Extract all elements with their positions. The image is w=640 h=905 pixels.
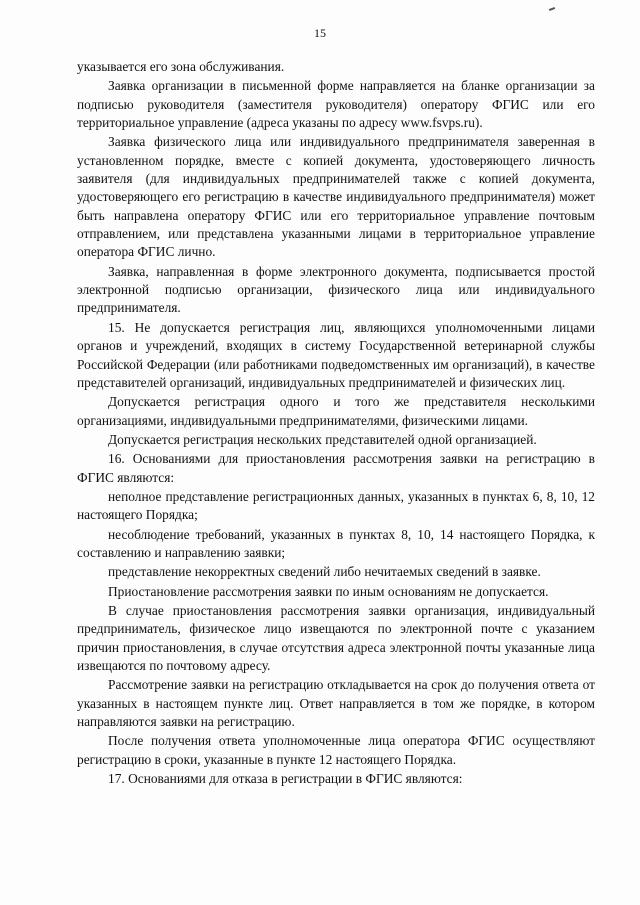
paragraph: 16. Основаниями для приостановления рассмотрения заявки на регистрацию в ФГИС являются: (77, 451, 595, 485)
paragraph: В случае приостановления рассмотрения заявки организация, индивидуальный предприниматель, физическое лицо извещаются по электронной почте с указанием причин приостановления, в случае отсутствия адреса электронной почты указанные лица извещаются по почтовому адресу. (77, 602, 595, 673)
paragraph: несоблюдение требований, указанных в пунктах 8, 10, 14 настоящего Порядка, к составлению и направлению заявки; (77, 526, 595, 560)
paragraph: Заявка, направленная в форме электронного документа, подписывается простой электронной подписью организации, физического лица или индивидуального предпринимателя. (77, 263, 595, 316)
document-body (77, 58, 595, 789)
scan-mark (549, 7, 555, 11)
paragraph: 15. Не допускается регистрация лиц, являющихся уполномоченными лицами органов и учреждений, входящих в систему Государственной ветеринарной службы Российской Федерации (или работниками подведомственных им организаций), в качестве представителей организаций, индивидуальных предпринимателей и физических лиц. (77, 319, 595, 390)
paragraph: Допускается регистрация одного и того же представителя несколькими организациями, индивидуальными предпринимателями, физическими лицами. (77, 394, 595, 428)
paragraph: представление некорректных сведений либо нечитаемых сведений в заявке. (108, 564, 541, 580)
paragraph: 17. Основаниями для отказа в регистрации в ФГИС являются: (108, 771, 463, 787)
paragraph: Заявка организации в письменной форме направляется на бланке организации за подписью руководителя (заместителя руководителя) оператору ФГИС или его территориальное управление (адреса указаны по адресу www.fsvps.ru). (77, 78, 595, 131)
page-number: 15 (314, 26, 326, 40)
paragraph: указывается его зона обслуживания. (77, 59, 285, 74)
paragraph: Допускается регистрация нескольких представителей одной организацией. (108, 431, 537, 447)
paragraph: Приостановление рассмотрения заявки по иным основаниям не допускается. (108, 583, 549, 599)
paragraph: После получения ответа уполномоченные лица оператора ФГИС осуществляют регистрацию в сроки, указанные в пункте 12 настоящего Порядка. (77, 733, 595, 767)
paragraph: неполное представление регистрационных данных, указанных в пунктах 6, 8, 10, 12 настоящего Порядка; (77, 488, 595, 523)
paragraph: Заявка физического лица или индивидуального предпринимателя заверенная в установленном порядке, вместе с копией документа, удостоверяющего личность заявителя (для индивидуальных предпринимателей также с копией документа, удостоверяющего его регистрацию в качестве индивидуального предпринимателя) может быть направлена оператору ФГИС или его территориальное управление почтовым отправлением, или представлена указанными лицами в территориальное управление оператора ФГИС лично. (77, 134, 595, 260)
paragraph: Рассмотрение заявки на регистрацию откладывается на срок до получения ответа от указанных в настоящем пункте лиц. Ответ направляется в том же порядке, в котором направляются заявки на регистрацию. (77, 677, 595, 730)
